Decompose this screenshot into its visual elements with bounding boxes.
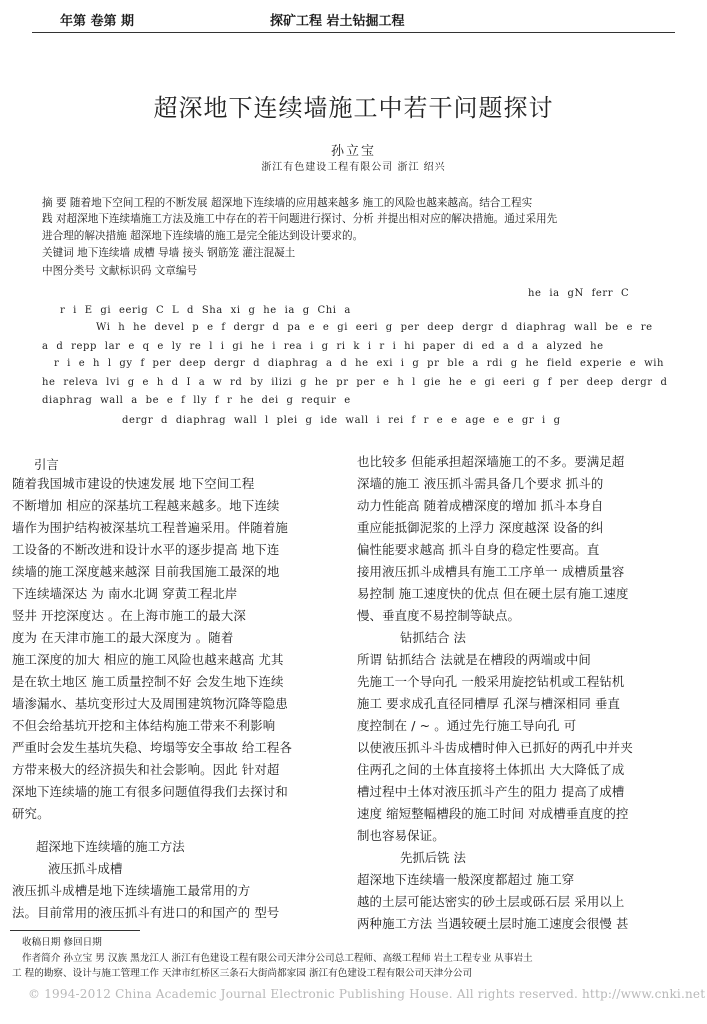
body-line: 不断增加 相应的深基坑工程越来越多。地下连续 [12, 498, 280, 513]
body-line: 先施工一个导向孔 一般采用旋挖钻机或工程钻机 [357, 674, 625, 689]
author-affiliation: 浙江有色建设工程有限公司 浙江 绍兴 [261, 162, 446, 173]
abstract-en-line: a d repp lar e q e ly re l i gi he i rea i g ri k i r i hi paper di ed a d a alyzed he [42, 341, 604, 352]
body-line: 施工深度的加大 相应的施工风险也越来越高 尤其 [12, 652, 284, 667]
body-line: 超深地下连续墙一般深度都超过 施工穿 [357, 872, 575, 887]
body-line: 度为 在天津市施工的最大深度为 。随着 [12, 630, 234, 645]
abstract-en-line: Wi h he devel p e f dergr d pa e e gi eeri g per deep dergr d diaphrag wall be e re [96, 322, 653, 333]
body-line: 施工 要求成孔直径同槽厚 孔深与槽深相同 垂直 [357, 696, 621, 711]
body-line: 制也容易保证。 [357, 828, 445, 843]
body-line: 工设备的不断改进和设计水平的逐步提高 地下连 [12, 542, 280, 557]
body-line: 槽过程中土体对液压抓斗产生的阻力 提高了成槽 [357, 784, 625, 799]
body-line: 随着我国城市建设的快速发展 地下空间工程 [12, 476, 255, 491]
body-line: 两种施工方法 当遇较硬土层时施工速度会很慢 甚 [357, 916, 629, 931]
abstract-line: 摘 要 随着地下空间工程的不断发展 超深地下连续墙的应用越来越多 施工的风险也越来越高。结合工程实 [42, 197, 533, 209]
abstract-en-line: diaphrag wall a be e f lly f r he dei g requir e [42, 395, 351, 406]
classification-line: 中图分类号 文献标识码 文章编号 [42, 265, 198, 277]
paper-title: 超深地下连续墙施工中若干问题探讨 [153, 94, 554, 122]
body-line: 续墙的施工深度越来越深 目前我国施工最深的地 [12, 564, 280, 579]
body-line: 液压抓斗成槽是地下连续墙施工最常用的方 [12, 883, 251, 898]
body-line: 易控制 施工速度快的优点 但在硬土层有施工速度 [357, 586, 629, 601]
body-line: 是在软土地区 施工质量控制不好 会发生地下连续 [12, 674, 284, 689]
body-line: 慢、垂直度不易控制等缺点。 [357, 608, 521, 623]
abstract-en-line: he releva lvi g e h d I a w rd by ilizi g he pr per e h l gie he e gi eeri g f per deep dergr d [42, 377, 668, 388]
body-line: 方带来极大的经济损失和社会影响。因此 针对超 [12, 762, 280, 777]
abstract-en-line: r i e h l gy f per deep dergr d diaphrag a d he exi i g pr ble a rdi g he field experie e wih [54, 358, 665, 369]
body-line: 研究。 [12, 806, 50, 821]
abstract-en-line: r i E gi eerig C L d Sha xi g he ia g Chi a [60, 305, 351, 316]
keywords-line: 关键词 地下连续墙 成槽 导墙 接头 钢筋笼 灌注混凝土 [42, 247, 296, 259]
subsection-heading: 钻抓结合 法 [400, 630, 466, 645]
subsection-heading: 液压抓斗成槽 [48, 861, 123, 876]
body-line: 偏性能要求越高 抓斗自身的稳定性要高。直 [357, 542, 600, 557]
abstract-en-line: he ia gN ferr C [528, 288, 630, 299]
body-line: 所谓 钻抓结合 法就是在槽段的两端或中间 [357, 652, 591, 667]
body-line: 度控制在 / ~ 。通过先行施工导向孔 可 [357, 718, 577, 733]
body-line: 越的土层可能达密实的砂土层或砾石层 采用以上 [357, 894, 625, 909]
body-line: 动力性能高 随着成槽深度的增加 抓斗本身自 [357, 498, 604, 513]
body-line: 重应能抵御泥浆的上浮力 深度越深 设备的纠 [357, 520, 604, 535]
journal-issue: 年第 卷第 期 [60, 14, 135, 29]
body-line: 速度 缩短整幅槽段的施工时间 对成槽垂直度的控 [357, 806, 629, 821]
body-line: 不但会给基坑开挖和主体结构施工带来不利影响 [12, 718, 276, 733]
body-line: 深地下连续墙的施工有很多问题值得我们去探讨和 [12, 784, 288, 799]
section-heading: 引言 [34, 457, 59, 472]
body-line: 也比较多 但能承担超深墙施工的不多。要满足超 [357, 454, 625, 469]
body-line: 严重时会发生基坑失稳、垮塌等安全事故 给工程各 [12, 740, 292, 755]
footnote-line: 作者简介 孙立宝 男 汉族 黑龙江人 浙江有色建设工程有限公司天津分公司总工程师、高级工程师 岩土工程专业 从事岩土 [22, 953, 533, 964]
body-line: 墙作为围护结构被深基坑工程普遍采用。伴随着施 [12, 520, 288, 535]
body-line: 竖井 开挖深度达 。在上海市施工的最大深 [12, 608, 246, 623]
body-line: 墙渗漏水、基坑变形过大及周围建筑物沉降等隐患 [12, 696, 288, 711]
copyright-notice: © 1994-2012 China Academic Journal Electronic Publishing House. All rights reserved. http://www.cnki.net [28, 987, 706, 1001]
subsection-heading: 先抓后铣 法 [400, 850, 466, 865]
abstract-line: 践 对超深地下连续墙施工方法及施工中存在的若干问题进行探讨、分析 并提出相对应的解决措施。通过采用先 [42, 213, 558, 225]
body-line: 接用液压抓斗成槽具有施工工序单一 成槽质量容 [357, 564, 625, 579]
body-line: 下连续墙深达 为 南水北调 穿黄工程北岸 [12, 586, 238, 601]
section-heading: 超深地下连续墙的施工方法 [36, 839, 185, 854]
author-name: 孙立宝 [330, 144, 376, 159]
body-line: 法。目前常用的液压抓斗有进口的和国产的 型号 [12, 905, 280, 920]
abstract-line: 进合理的解决措施 超深地下连续墙的施工是完全能达到设计要求的。 [42, 230, 364, 242]
footnote-line: 收稿日期 修回日期 [22, 937, 102, 948]
header-rule [32, 32, 675, 33]
body-line: 以使液压抓斗斗齿成槽时伸入已抓好的两孔中并夹 [357, 740, 633, 755]
footnote-line: 工 程的勘察、设计与施工管理工作 天津市红桥区三条石大街尚都家园 浙江有色建设工程有限公司天津分公司 [12, 968, 473, 979]
body-line: 住两孔之间的土体直接将土体抓出 大大降低了成 [357, 762, 625, 777]
body-line: 深墙的施工 液压抓斗需具备几个要求 抓斗的 [357, 476, 604, 491]
journal-name: 探矿工程 岩土钻掘工程 [270, 14, 405, 29]
footnote-rule [10, 930, 140, 931]
abstract-en-line: dergr d diaphrag wall l plei g ide wall i rei f r e e age e e gr i g [122, 415, 561, 426]
